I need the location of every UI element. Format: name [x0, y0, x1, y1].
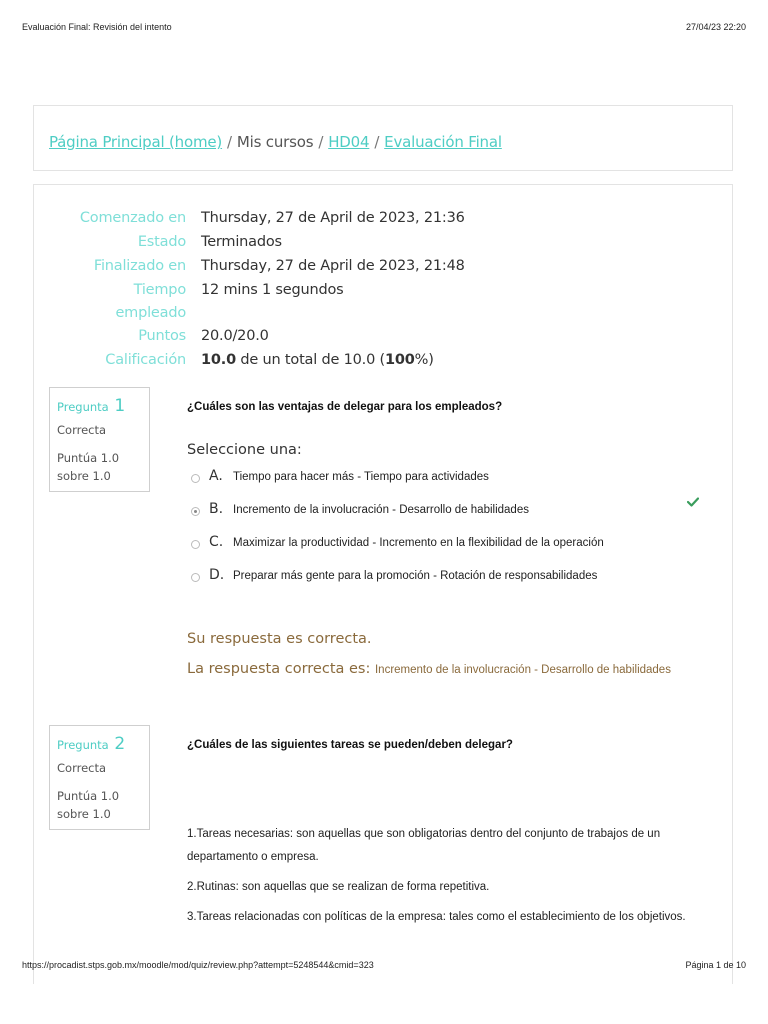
- question-1-state: Correcta: [57, 423, 107, 437]
- question-label: Pregunta: [57, 400, 109, 414]
- right-answer-label: La respuesta correcta es:: [187, 661, 375, 677]
- question-2-info: [49, 725, 150, 830]
- right-answer-text: Incremento de la involucración - Desarrollo de habilidades: [374, 664, 671, 676]
- print-page-number: Página 1 de 10: [685, 960, 746, 970]
- summary-row-finished: [0, 258, 465, 282]
- question-1-text: ¿Cuáles son las ventajas de delegar para los empleados?: [187, 401, 503, 413]
- question-number: 1: [114, 396, 126, 416]
- question-label: Pregunta: [57, 738, 109, 752]
- time-value: 12 mins 1 segundos: [201, 282, 344, 298]
- breadcrumb-separator: /: [374, 133, 380, 151]
- grade-score: 10.0: [201, 352, 236, 368]
- summary-row-time: [0, 282, 460, 306]
- time-label-1: Tiempo: [133, 282, 186, 298]
- summary-row-started: [0, 210, 465, 234]
- check-icon: [687, 497, 699, 507]
- summary-row-state: [0, 234, 460, 258]
- question-2-line: 1.Tareas necesarias: son aquellas que son obligatorias dentro del conjunto de trabajos de un: [187, 828, 661, 840]
- breadcrumb-separator: /: [227, 133, 232, 151]
- breadcrumb-separator: /: [318, 133, 324, 151]
- finished-value: Thursday, 27 de April de 2023, 21:48: [201, 258, 465, 274]
- grade-value: [201, 352, 434, 368]
- option-text: Preparar más gente para la promoción - Rotación de responsabilidades: [233, 570, 598, 582]
- option-text: Maximizar la productividad - Incremento en la flexibilidad de la operación: [233, 537, 604, 549]
- question-2-state: Correcta: [57, 761, 107, 775]
- breadcrumb-box: [33, 105, 733, 171]
- summary-row-time-2: [0, 305, 460, 329]
- question-1-right-answer: [187, 661, 671, 677]
- question-2-text: ¿Cuáles de las siguientes tareas se pueden/deben delegar?: [187, 739, 513, 751]
- question-2-line: 3.Tareas relacionadas con políticas de la empresa: tales como el establecimiento de los objetivos.: [187, 911, 686, 923]
- radio-icon[interactable]: [191, 573, 200, 582]
- print-datetime: 27/04/23 22:20: [685, 22, 746, 32]
- option-letter: A.: [209, 468, 223, 484]
- started-value: Thursday, 27 de April de 2023, 21:36: [201, 210, 465, 226]
- print-title: Evaluación Final: Revisión del intento: [22, 22, 172, 32]
- option-letter: C.: [209, 534, 224, 550]
- question-2-number: [57, 734, 125, 754]
- state-value: Terminados: [201, 234, 282, 250]
- state-label: Estado: [137, 234, 186, 250]
- question-2-line: 2.Rutinas: son aquellas que se realizan de forma repetitiva.: [187, 881, 490, 893]
- question-1-prompt: Seleccione una:: [187, 442, 302, 458]
- question-1-number: [57, 396, 125, 416]
- time-label-2: empleado: [115, 305, 186, 321]
- breadcrumb-my-courses: Mis cursos: [236, 133, 314, 151]
- question-1-grade: [57, 449, 119, 485]
- radio-icon[interactable]: [191, 474, 200, 483]
- question-2-grade: [57, 787, 119, 823]
- radio-icon[interactable]: [191, 540, 200, 549]
- print-header: [22, 22, 746, 32]
- question-number: 2: [114, 734, 126, 754]
- grade-line-1: Puntúa 1.0: [57, 789, 120, 803]
- grade-end: %): [414, 352, 434, 368]
- summary-row-grade: [0, 352, 460, 376]
- option-text: Incremento de la involucración - Desarrollo de habilidades: [233, 504, 529, 516]
- grade-line-2: sobre 1.0: [57, 807, 111, 821]
- breadcrumb-home-link[interactable]: Página Principal (home): [49, 133, 223, 151]
- radio-icon[interactable]: [191, 507, 200, 516]
- grade-line-1: Puntúa 1.0: [57, 451, 120, 465]
- question-1-feedback: Su respuesta es correcta.: [187, 631, 372, 647]
- finished-label: Finalizado en: [93, 258, 186, 274]
- grade-label: Calificación: [105, 352, 186, 368]
- grade-percent: 100: [384, 352, 415, 368]
- print-footer: [22, 960, 746, 970]
- question-2-line: departamento o empresa.: [187, 851, 319, 863]
- started-label: Comenzado en: [79, 210, 186, 226]
- print-url: https://procadist.stps.gob.mx/moodle/mod/quiz/review.php?attempt=5248544&cmid=323: [22, 960, 374, 970]
- option-letter: B.: [209, 501, 224, 517]
- points-value: 20.0/20.0: [201, 328, 269, 344]
- points-label: Puntos: [138, 328, 186, 344]
- summary-row-points: [0, 328, 460, 352]
- grade-line-2: sobre 1.0: [57, 469, 111, 483]
- option-letter: D.: [209, 567, 225, 583]
- breadcrumb: [49, 133, 502, 151]
- option-text: Tiempo para hacer más - Tiempo para actividades: [233, 471, 489, 483]
- breadcrumb-quiz-link[interactable]: Evaluación Final: [384, 133, 502, 151]
- breadcrumb-course-link[interactable]: HD04: [328, 133, 370, 151]
- question-1-info: [49, 387, 150, 492]
- grade-mid: de un total de 10.0 (: [235, 352, 385, 368]
